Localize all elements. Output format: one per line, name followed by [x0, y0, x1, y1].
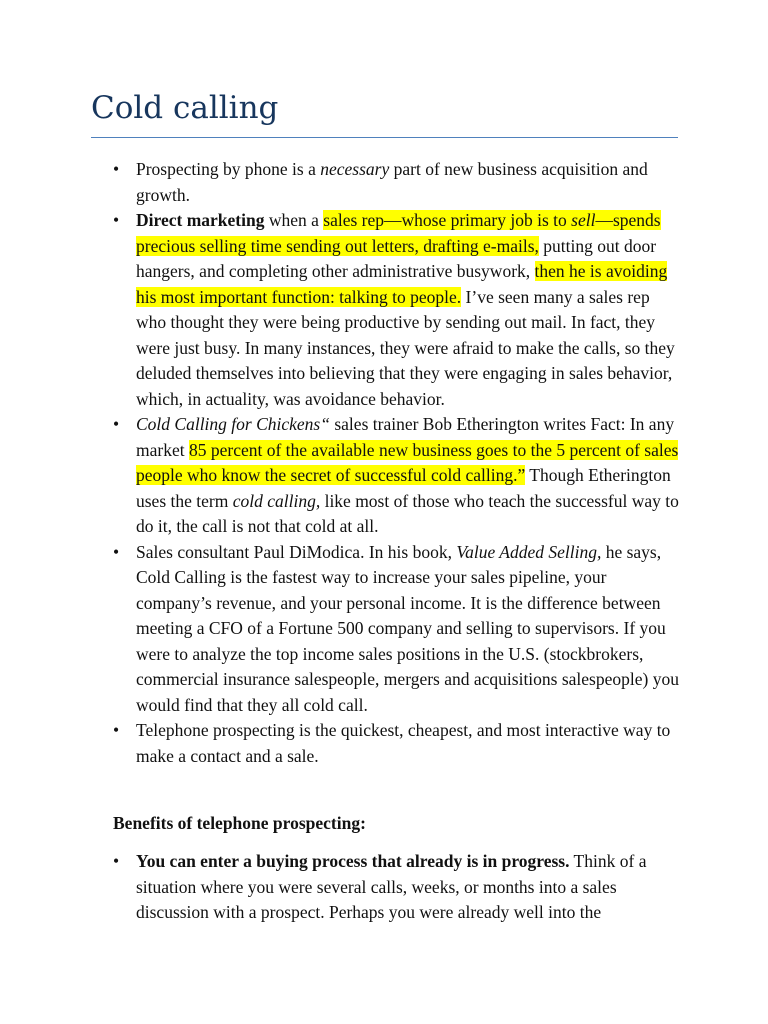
list-item-text: Sales consultant Paul DiModica. In his book,: [136, 541, 457, 562]
list-item-text: Telephone prospecting is the quickest, cheapest, and most interactive way to make a contact and a sale.: [136, 720, 671, 766]
italic-text: cold calling,: [232, 490, 321, 511]
highlighted-text: 85 percent of the available new business goes to the 5 percent of sales people who know the secret of successful cold calling.”: [136, 439, 679, 485]
list-item-text: I’ve seen many a sales rep who thought they were being productive by sending out mail. In fact, they were just busy. In many instances, they were afraid to make the calls, so they deluded themselves into believing that they were engaging in sales behavior, which, in actuality, was avoidance behavior.: [136, 286, 675, 409]
list-item-text: putting out door hangers, and completing other administrative busywork,: [136, 235, 657, 281]
highlighted-italic-text: sell: [571, 210, 596, 230]
italic-text: necessary: [320, 159, 390, 179]
bullet-icon: •: [113, 210, 120, 230]
italic-text: Cold Calling for Chickens“: [136, 414, 330, 434]
bullet-icon: •: [113, 159, 120, 179]
highlighted-text: then he is avoiding his most important function: talking to people.: [136, 261, 668, 307]
list-item-text: Think of a situation where you were several calls, weeks, or months into a sales discussion with a prospect. Perhaps you were already well into the: [136, 851, 647, 922]
list-item-text: like most of those who teach the successful way to do it, the call is not that cold at all.: [136, 490, 679, 536]
list-item-text: sales trainer Bob Etherington writes Fact: In any market: [136, 414, 675, 460]
italic-text: Value Added Selling,: [456, 541, 602, 562]
list-item: [0, 849, 768, 926]
list-item: [0, 540, 768, 719]
highlighted-text: sales rep—whose primary job is to: [323, 210, 572, 230]
bullet-icon: •: [113, 414, 120, 434]
list-item-text: he says, Cold Calling is the fastest way to increase your sales pipeline, your company’s revenue, and your personal income. It is the difference between meeting a CFO of a Fortune 500 company and selling to supervisors. If you were to analyze the top income sales positions in the U.S. (stockbrokers, commercial insurance salespeople, mergers and acquisitions salespeople) you would find that they all cold call.: [136, 541, 679, 715]
list-item: [0, 208, 768, 412]
main-bullet-list: [0, 157, 768, 769]
section-heading: Benefits of telephone prospecting:: [113, 813, 366, 833]
list-item-text: Though Etherington uses the term: [136, 465, 671, 511]
list-item: [0, 412, 768, 540]
bold-lead-text: You can enter a buying process that already is in progress.: [136, 851, 570, 871]
bullet-icon: •: [113, 541, 120, 562]
list-item-text: part of new business acquisition and growth.: [136, 159, 648, 205]
list-item-text: Prospecting by phone is a: [136, 159, 321, 179]
page-title: Cold calling: [91, 90, 279, 126]
list-item-text: when a: [264, 210, 324, 230]
bullet-icon: •: [113, 720, 120, 740]
title-underline: [91, 137, 678, 138]
bullet-icon: •: [113, 851, 120, 871]
bold-lead-text: Direct marketing: [136, 210, 265, 230]
list-item: [0, 718, 768, 769]
benefits-bullet-list: [0, 849, 768, 926]
highlighted-text: —spends precious selling time sending out letters, drafting e-mails,: [136, 210, 661, 256]
list-item: [0, 157, 768, 208]
